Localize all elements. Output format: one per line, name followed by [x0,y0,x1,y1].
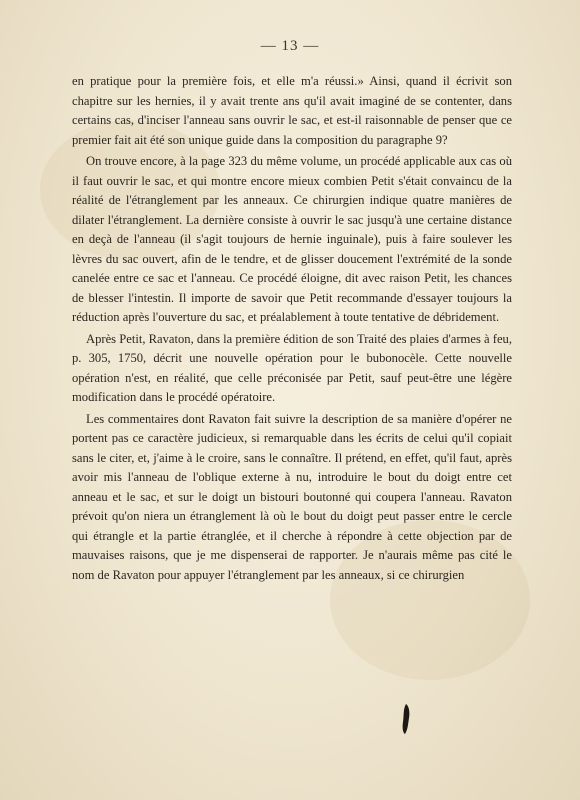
paragraph-text: Les commentaires dont Ravaton fait suivre la description de sa manière d'opérer ne portent pas ce caractère judicieux, si remarquable dans les écrits de celui qu'il copiait sans le citer, et, j'aime à le croire, sans le connaître. Il prétend, en effet, qu'il faut, après avoir mis l'anneau de l'oblique externe à nu, introduire le bout du doigt entre cet anneau et le sac, et sur le doigt un bistouri boutonné qui coupera l'anneau. Ravaton prévoit qu'on niera un étranglement là où le bout du doigt peut passer entre le cercle qui étrangle et la partie étranglée, et il cherche à répondre à cette objection par de mauvaises raisons, que je me dispenserai de rapporter. Je n'aurais même pas cité le nom de Ravaton pour appuyer l'étranglement par les anneaux, si ce chirurgien [72,411,512,582]
paragraph [72,410,512,586]
paragraph-text: On trouve encore, à la page 323 du même volume, un procédé applicable aux cas où il faut ouvrir le sac, et qui montre encore mieux combien Petit s'était convaincu de la réalité de l'étranglement par les anneaux. Ce chirurgien indique quatre manières de dilater l'étranglement. La dernière consiste à ouvrir le sac jusqu'à une certaine distance en deçà de l'anneau (il s'agit toujours de hernie inguinale), puis à faire soulever les lèvres du sac ouvert, afin de le tendre, et de glisser doucement l'extrémité de la sonde canelée entre ce sac et l'anneau. Ce procédé éloigne, dit avec raison Petit, les chances de blesser l'intestin. Il importe de savoir que Petit recommande d'essayer toujours la réduction après l'ouverture du sac, et préalablement à toute tentative de débridement. [72,154,512,324]
page-number: — 13 — [260,38,320,54]
paragraph [72,330,512,408]
paragraph [72,152,512,328]
ink-blot-mark [399,703,413,735]
body-text [72,72,512,587]
paragraph: en pratique pour la première fois, et elle m'a réussi.» Ainsi, quand il écrivit son chapitre sur les hernies, il y avait trente ans qu'il avait imaginé de se contenter, dans certains cas, d'inciser l'anneau sans ouvrir le sac, et est-il raisonnable de penser que ce premier fait ait été son unique guide dans la composition du paragraphe 9? [72,74,512,147]
paragraph-text: Après Petit, Ravaton, dans la première édition de son Traité des plaies d'armes à feu, p. 305, 1750, décrit une nouvelle opération pour le bubonocèle. Cette nouvelle opération n'est, en réalité, que celle préconisée par Petit, sauf peut-être une légère modification dans le procédé opératoire. [72,331,512,404]
